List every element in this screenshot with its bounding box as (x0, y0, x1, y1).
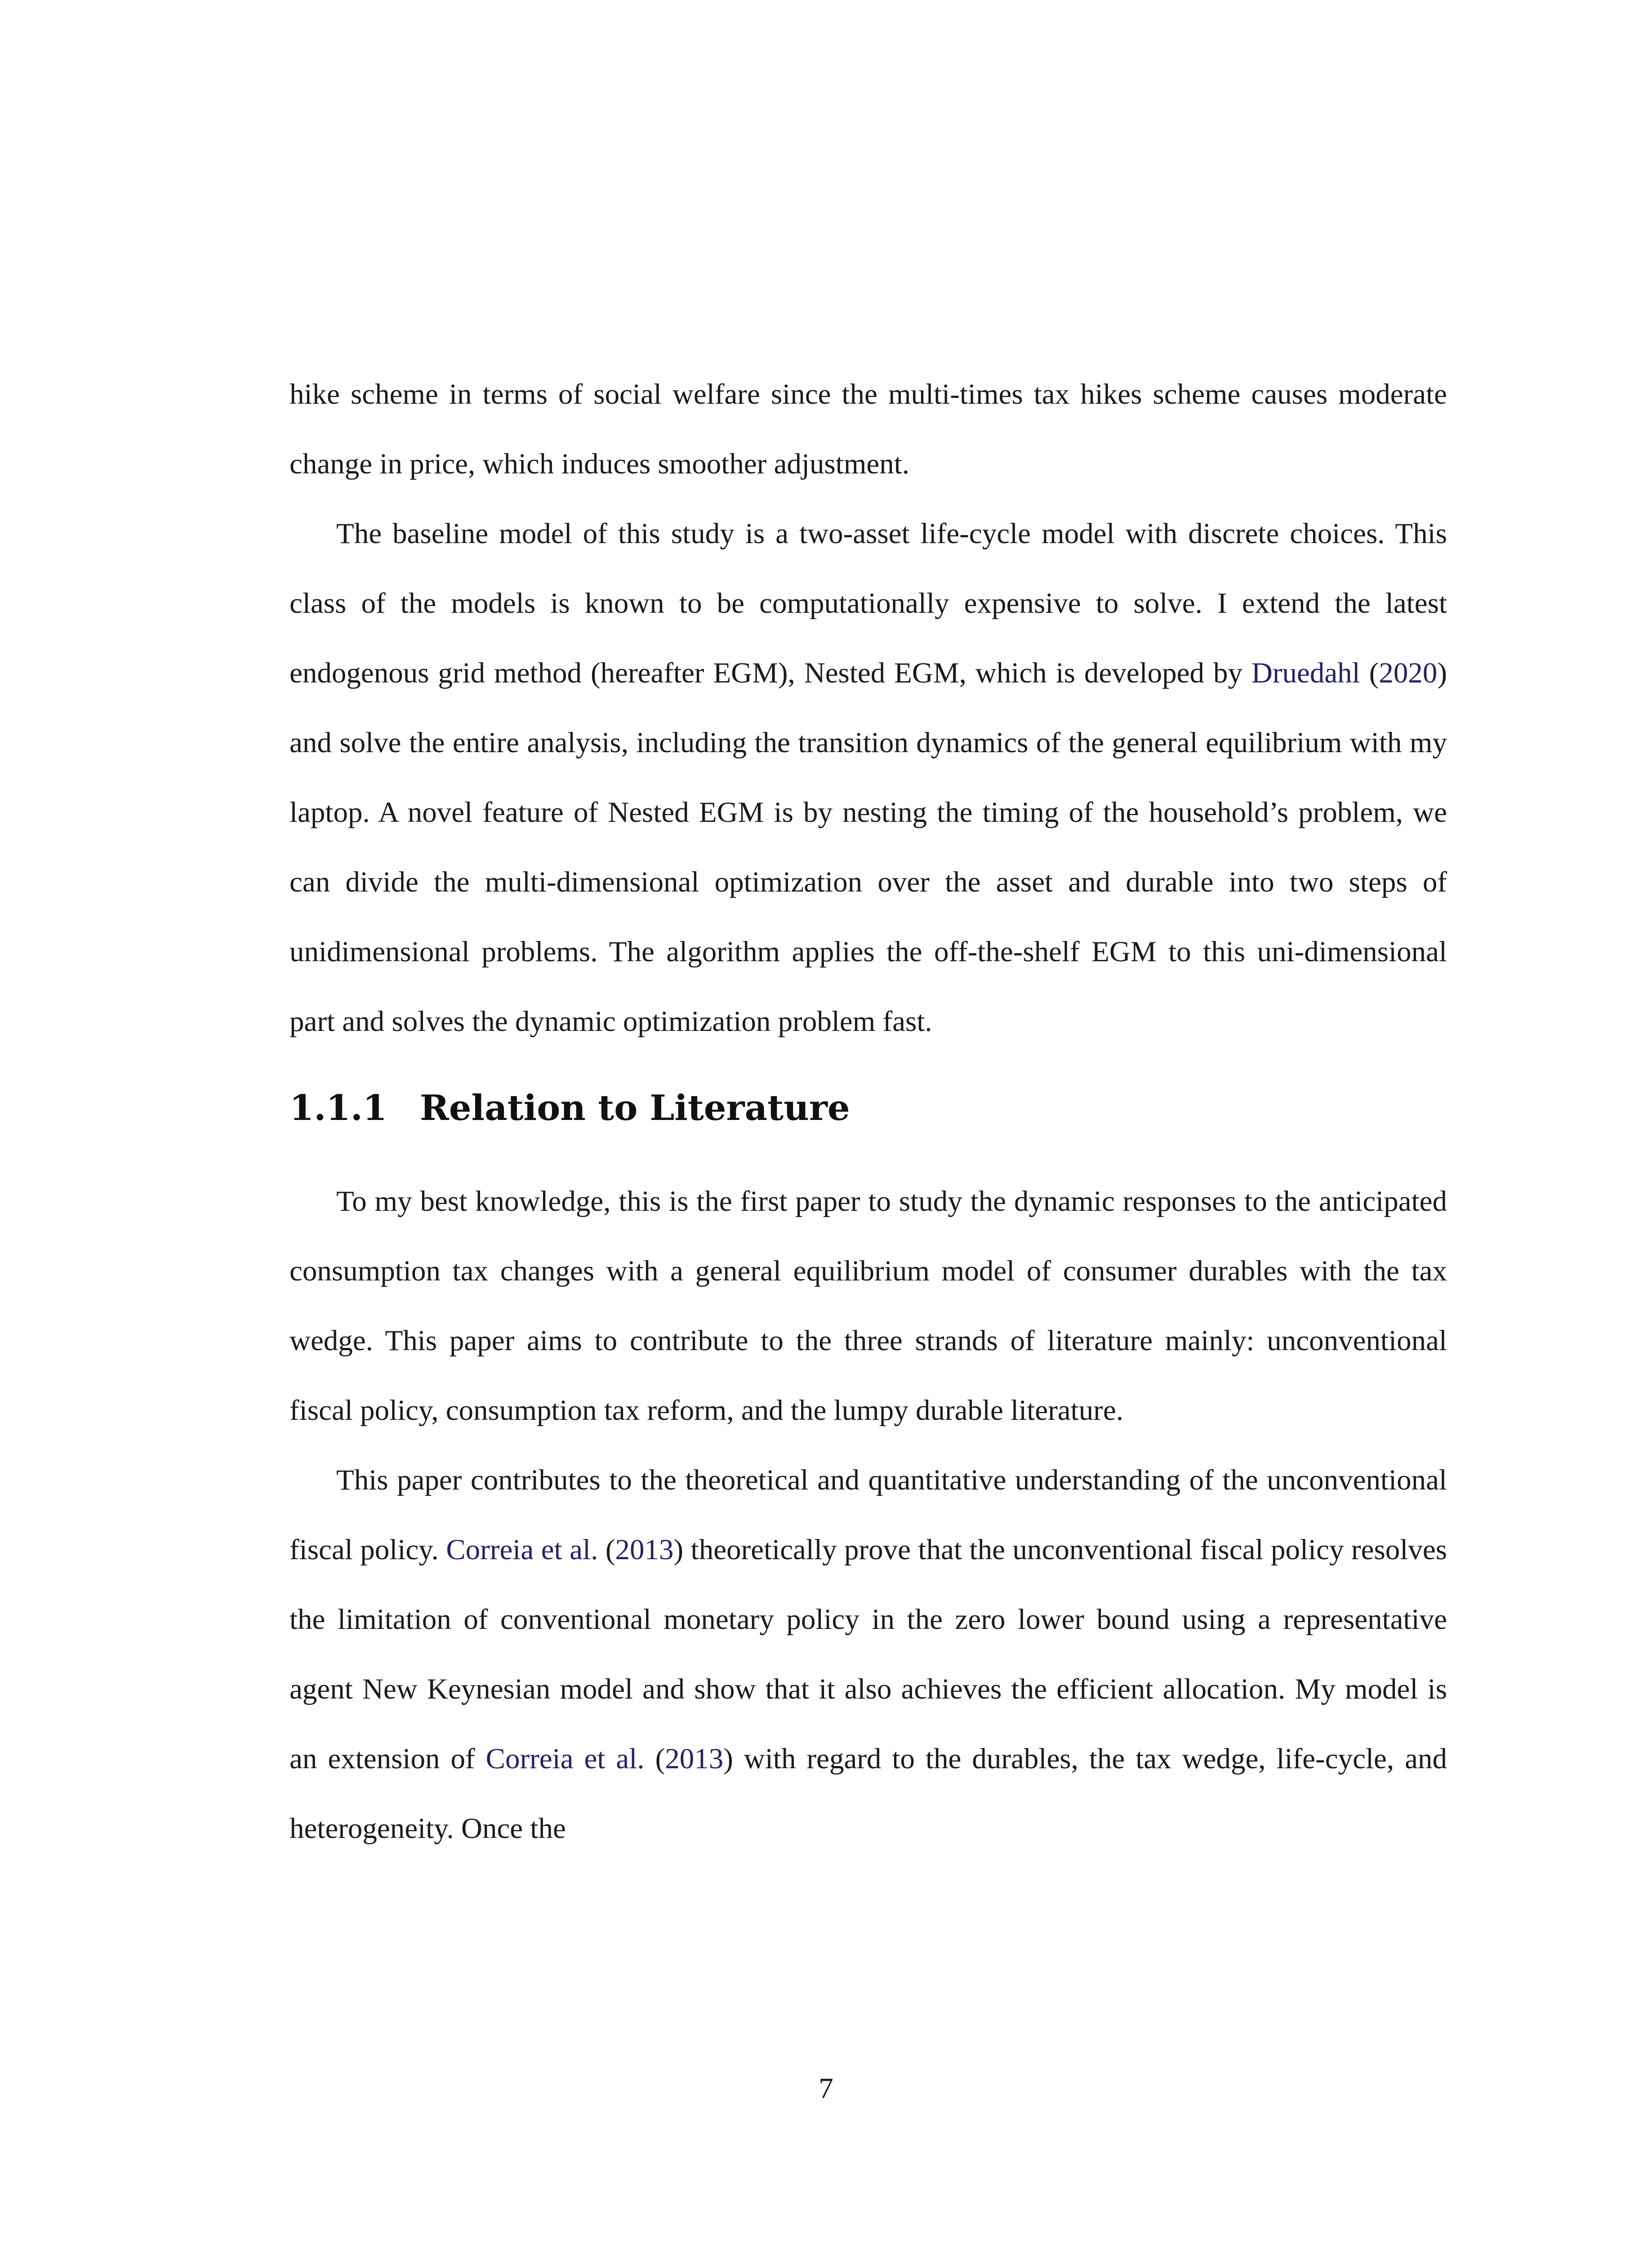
citation-paren: ( (644, 1743, 665, 1775)
body-text (289, 360, 1447, 1864)
paragraph-text: and solve the entire analysis, including the transition dynamics of the general equilibrium with my laptop. A novel feature of Nested EGM is by nesting the timing of the household’s problem, we can divide the multi-dimensional optimization over the asset and durable into two steps of unidimensional problems. The algorithm applies the off-the-shelf EGM to this uni-dimensional part and solves the dynamic optimization problem fast. (289, 727, 1447, 1038)
citation-paren: ( (1360, 657, 1379, 689)
citation-paren: ( (598, 1534, 615, 1566)
citation-druedahl-author[interactable]: Druedahl (1251, 657, 1360, 689)
paragraph-text: This paper contributes to the theoretical and quantitative understanding of the unconventional fiscal policy. (289, 1464, 1447, 1566)
citation-paren: ) (723, 1743, 733, 1775)
paragraph-text: The baseline model of this study is a two-asset life-cycle model with discrete choices. This class of the models is known to be computationally expensive to solve. I extend the latest endogenous grid method (hereafter EGM), Nested EGM, which is developed by (289, 517, 1447, 689)
page-number: 7 (819, 2072, 833, 2105)
paragraph-first-paper: To my best knowledge, this is the first paper to study the dynamic responses to the anticipated consumption tax changes with a general equilibrium model of consumer durables with the tax wedge. This paper aims to contribute to the three strands of literature mainly: unconventional fiscal policy, consumption tax reform, and the lumpy durable literature. (289, 1185, 1447, 1427)
citation-correia-author[interactable]: Correia et al. (446, 1534, 598, 1566)
section-title: Relation to Literature (420, 1088, 850, 1128)
paragraph-contributions (289, 1445, 1447, 1864)
paragraph-baseline-model (289, 499, 1447, 1057)
citation-correia-year[interactable]: 2013 (665, 1743, 724, 1775)
paragraph-continued: hike scheme in terms of social welfare since the multi-times tax hikes scheme causes moderate change in price, which induces smoother adjustment. (289, 378, 1447, 480)
section-heading (289, 1072, 1447, 1144)
section-number: 1.1.1 (289, 1088, 387, 1128)
citation-correia-author[interactable]: Correia et al. (485, 1743, 645, 1775)
citation-paren: ) (1437, 657, 1447, 689)
paragraph-text: with regard to the durables, the tax wedge, life-cycle, and heterogeneity. Once the (289, 1743, 1447, 1845)
citation-druedahl-year[interactable]: 2020 (1379, 657, 1438, 689)
citation-correia-year[interactable]: 2013 (615, 1534, 674, 1566)
paragraph-text: theoretically prove that the unconventional fiscal policy resolves the limitation of conventional monetary policy in the zero lower bound using a representative agent New Keynesian model and show that it also achieves the efficient allocation. My model is an extension of (289, 1534, 1447, 1775)
citation-paren: ) (673, 1534, 684, 1566)
